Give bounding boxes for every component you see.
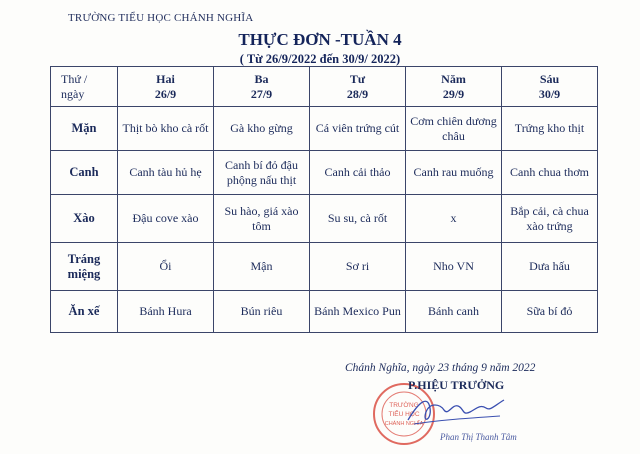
- menu-cell: Gà kho gừng: [214, 107, 310, 151]
- menu-cell: Trứng kho thịt: [502, 107, 598, 151]
- menu-cell: Bánh Hura: [118, 291, 214, 333]
- menu-cell: Bánh canh: [406, 291, 502, 333]
- corner-label-date: ngày: [61, 86, 85, 101]
- day-header-thu: [406, 67, 502, 107]
- row-label: Canh: [51, 151, 118, 195]
- menu-cell: x: [406, 195, 502, 243]
- day-date: 29/9: [442, 86, 465, 101]
- menu-cell: Dưa hấu: [502, 243, 598, 291]
- menu-cell: Canh bí đỏ đậu phộng nấu thịt: [214, 151, 310, 195]
- corner-label-day: Thứ /: [61, 71, 88, 86]
- signature-icon: [400, 390, 510, 430]
- day-date: 28/9: [346, 86, 369, 101]
- menu-cell: Ổi: [118, 243, 214, 291]
- menu-cell: Mận: [214, 243, 310, 291]
- day-name: Tư: [349, 71, 366, 86]
- day-header-mon: [118, 67, 214, 107]
- menu-table: [50, 66, 598, 333]
- menu-cell: Thịt bò kho cà rốt: [118, 107, 214, 151]
- row-label: Tráng miệng: [51, 243, 118, 291]
- menu-cell: Canh cải thảo: [310, 151, 406, 195]
- row-label: Xào: [51, 195, 118, 243]
- menu-cell: Cá viên trứng cút: [310, 107, 406, 151]
- table-row: [51, 107, 598, 151]
- menu-cell: Bắp cải, cà chua xào trứng: [502, 195, 598, 243]
- stamp-line-2: TIỂU HỌC: [388, 411, 420, 418]
- menu-cell: Bánh Mexico Pun: [310, 291, 406, 333]
- menu-cell: Sơ ri: [310, 243, 406, 291]
- signer-name: Phan Thị Thanh Tâm: [440, 432, 517, 442]
- row-label: Ăn xế: [51, 291, 118, 333]
- signer-role: P.HIỆU TRƯỞNG: [408, 378, 505, 392]
- day-header-tue: [214, 67, 310, 107]
- menu-cell: Nho VN: [406, 243, 502, 291]
- menu-cell: Canh chua thơm: [502, 151, 598, 195]
- day-name: Hai: [156, 71, 175, 86]
- table-header-row: [51, 67, 598, 107]
- menu-cell: Su su, cà rốt: [310, 195, 406, 243]
- table-row: [51, 243, 598, 291]
- menu-cell: Canh tàu hủ hẹ: [118, 151, 214, 195]
- day-date: 27/9: [250, 86, 273, 101]
- row-label: Mặn: [51, 107, 118, 151]
- day-name: Sáu: [539, 71, 560, 86]
- stamp-line-3: CHÁNH NGHĨA: [384, 421, 424, 427]
- day-date: 26/9: [154, 86, 177, 101]
- corner-cell: [51, 67, 118, 107]
- menu-cell: Đậu cove xào: [118, 195, 214, 243]
- stamp-line-1: TRƯỜNG: [389, 402, 419, 409]
- day-date: 30/9: [538, 86, 561, 101]
- menu-cell: Canh rau muống: [406, 151, 502, 195]
- table-row: [51, 151, 598, 195]
- menu-title: THỰC ĐƠN -TUẦN 4: [238, 30, 402, 49]
- day-header-fri: [502, 67, 598, 107]
- menu-cell: Cơm chiên dương châu: [406, 107, 502, 151]
- menu-cell: Su hào, giá xào tôm: [214, 195, 310, 243]
- day-name: Ba: [254, 71, 269, 86]
- table-row: [51, 195, 598, 243]
- table-row: [51, 291, 598, 333]
- menu-cell: Sữa bí đỏ: [502, 291, 598, 333]
- school-name: TRƯỜNG TIỂU HỌC CHÁNH NGHĨA: [68, 12, 254, 24]
- day-name: Năm: [441, 71, 466, 86]
- menu-date-range: ( Từ 26/9/2022 đến 30/9/ 2022): [239, 52, 401, 66]
- signing-date: Chánh Nghĩa, ngày 23 tháng 9 năm 2022: [345, 362, 536, 374]
- menu-cell: Bún riêu: [214, 291, 310, 333]
- day-header-wed: [310, 67, 406, 107]
